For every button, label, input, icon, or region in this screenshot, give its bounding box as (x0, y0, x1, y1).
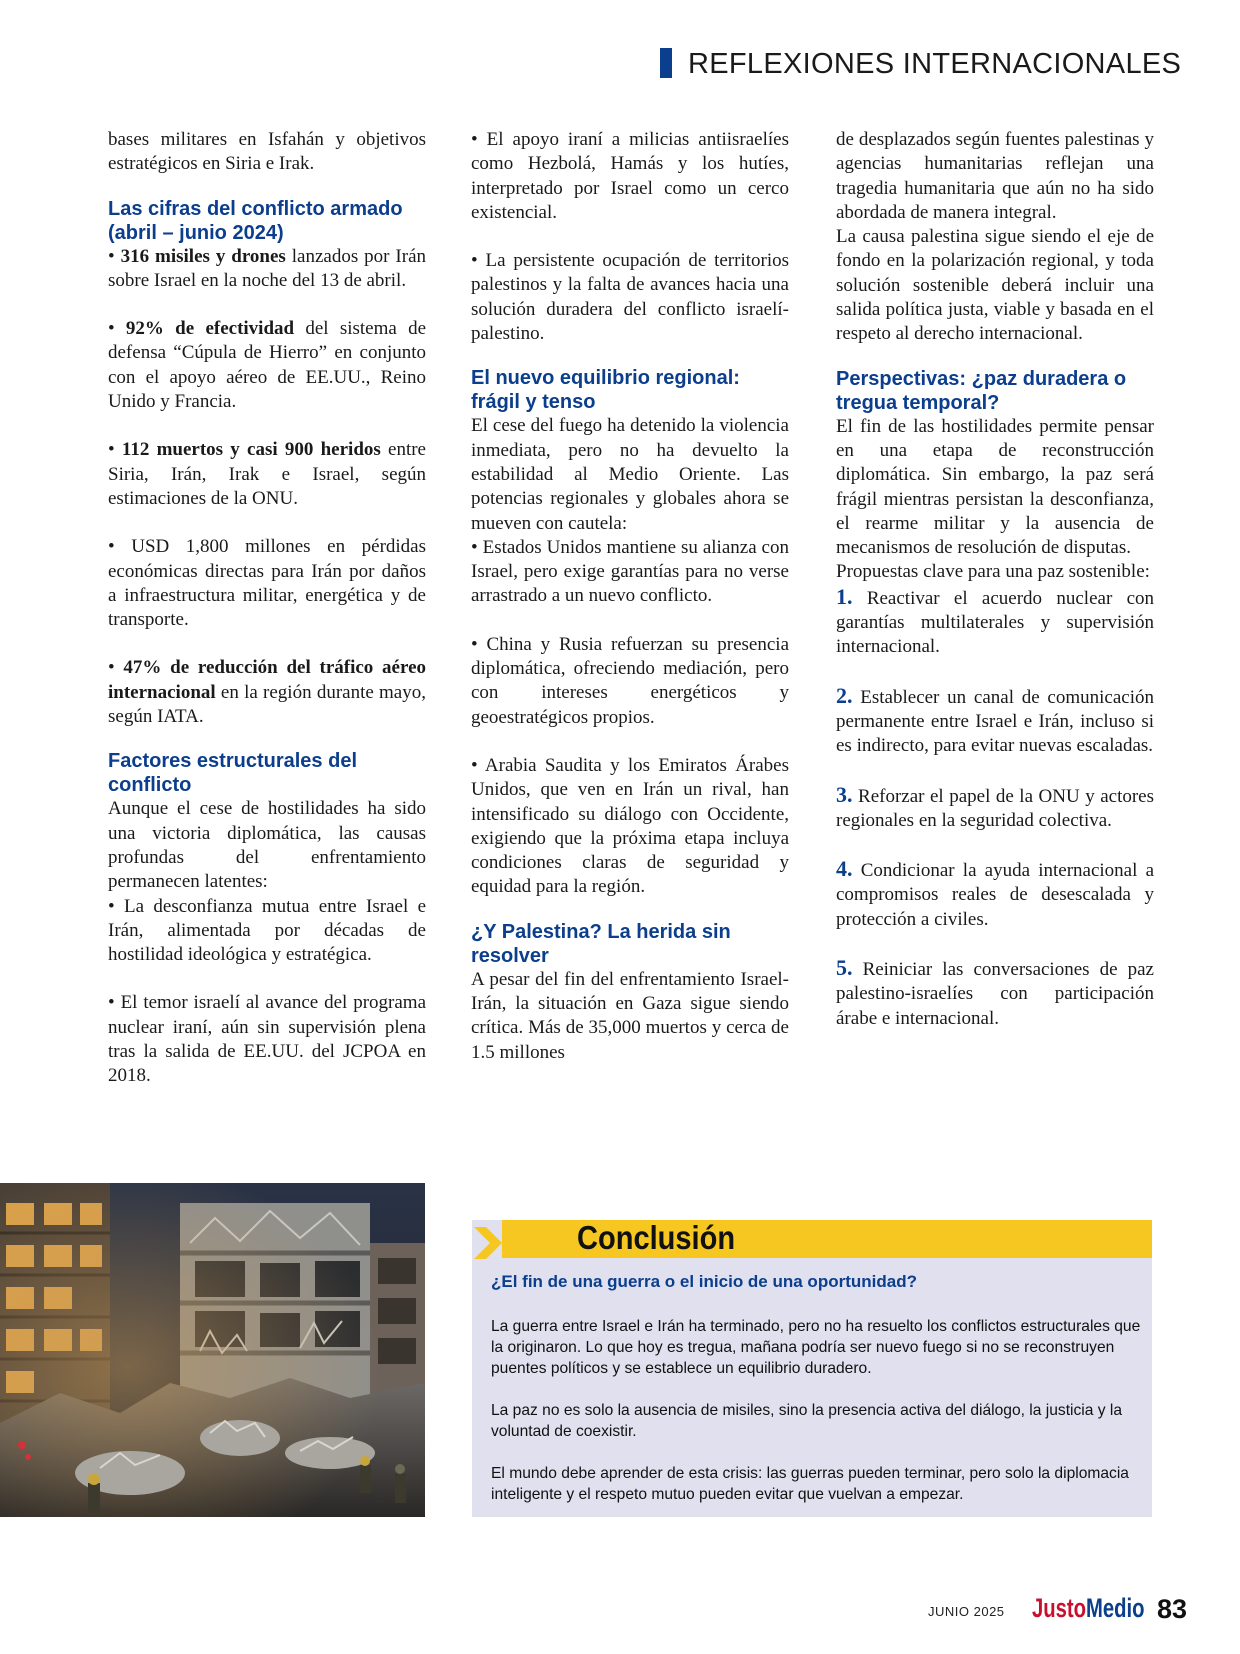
paragraph: Aunque el cese de hostilidades ha sido una victoria diplomática, las causas profundas del enfrentamiento permanecen latentes: (108, 798, 426, 893)
bullet: • (471, 633, 478, 655)
list-item: • El apoyo iraní a milicias antiisraelíes como Hezbolá, Hamás y los hutíes, interpretado por Israel como un cerco existencial. (471, 129, 790, 223)
bullet: • (471, 536, 478, 558)
subheading-equilibrio: El nuevo equilibrio regional: frágil y tenso (471, 367, 740, 414)
list-item: • El temor israelí al avance del programa nuclear iraní, aún sin supervisión plena tras la salida de EE.UU. del JCPOA en 2018. (108, 992, 427, 1087)
subheading-factores: Factores estructurales del conflicto (108, 750, 357, 797)
list-item: • 47% de reducción del tráfico aéreo internacional en la región durante mayo, según IATA. (108, 657, 427, 728)
bullet: • (108, 536, 115, 558)
subheading-palestina: ¿Y Palestina? La herida sin resolver (471, 920, 731, 967)
paragraph: El cese del fuego ha detenido la violencia inmediata, pero no ha devuelto la estabilidad al Medio Oriente. Las potencias regionales y globales ahora se mueven con cautela: (471, 415, 789, 534)
list-item: 5. Reiniciar las conversaciones de paz palestino-israelíes con participación árabe e internacional. (836, 955, 1154, 1029)
bullet: • (471, 250, 478, 272)
list-item: • Estados Unidos mantiene su alianza con Israel, pero exige garantías para no verse arrastrado a un nuevo conflicto. (471, 536, 789, 607)
issue-date: JUNIO 2025 (928, 1604, 1005, 1619)
list-number: 5. (836, 955, 853, 981)
section-marker (660, 48, 672, 78)
list-item: 1. Reactivar el acuerdo nuclear con garantías multilaterales y supervisión internacional. (836, 583, 1155, 658)
article-column-1 (108, 128, 426, 1089)
conclusion-box (472, 1220, 1152, 1517)
paragraph: Propuestas clave para una paz sostenible: (836, 561, 1150, 583)
list-item: • 92% de efectividad del sistema de defensa “Cúpula de Hierro” en conjunto con el apoyo aéreo de EE.UU., Reino Unido y Francia. (108, 318, 427, 413)
magazine-logo: JustoMedio (1032, 1593, 1145, 1623)
list-number: 1. (836, 583, 853, 609)
list-item: • USD 1,800 millones en pérdidas económicas directas para Irán por daños a infraestructura militar, energética y de transporte. (108, 536, 426, 631)
conclusion-title: Conclusión (577, 1219, 736, 1256)
conclusion-subtitle: ¿El fin de una guerra o el inicio de una oportunidad? (491, 1272, 917, 1291)
bullet: • (108, 318, 115, 340)
paragraph: La paz no es solo la ausencia de misiles, sino la presencia activa del diálogo, la justicia y la voluntad de coexistir. (491, 1402, 1123, 1440)
list-item: • La desconfianza mutua entre Israel e Irán, alimentada por décadas de hostilidad ideológica y estratégica. (108, 895, 426, 966)
list-item: • 316 misiles y drones lanzados por Irán sobre Israel en la noche del 13 de abril. (108, 245, 427, 291)
list-item: 3. Reforzar el papel de la ONU y actores regionales en la seguridad colectiva. (836, 781, 1155, 831)
article-column-3 (836, 128, 1154, 1031)
bullet: • (108, 992, 115, 1014)
list-number: 2. (836, 682, 853, 708)
article-column-2 (471, 128, 789, 1065)
subheading-cifras: Las cifras del conflicto armado (abril – junio 2024) (108, 197, 403, 244)
conclusion-title-band (502, 1220, 1152, 1258)
subheading-perspectivas: Perspectivas: ¿paz duradera o tregua temporal? (836, 367, 1127, 414)
bullet: • (108, 245, 115, 267)
bullet: • (108, 439, 115, 461)
section-header (660, 46, 1220, 82)
bullet: • (471, 754, 478, 776)
section-title: REFLEXIONES INTERNACIONALES (688, 48, 1182, 80)
list-number: 4. (836, 856, 853, 882)
paragraph: bases militares en Isfahán y objetivos estratégicos en Siria e Irak. (108, 129, 426, 175)
list-item: • Arabia Saudita y los Emiratos Árabes Unidos, que ven en Irán un rival, han intensificado su diálogo con Occidente, exigiendo que la próxima etapa incluya condiciones claras de seguridad y equidad para la región. (471, 754, 790, 898)
list-item: • La persistente ocupación de territorios palestinos y la falta de avances hacia una solución duradera del conflicto israelí-palestino. (471, 250, 789, 345)
chevron-right-icon (472, 1223, 508, 1259)
bullet: • (108, 895, 115, 917)
paragraph: La causa palestina sigue siendo el eje de fondo en la polarización regional, y toda solución sostenible deberá incluir una salida política justa, viable y basada en el respeto al derecho internacional. (836, 226, 1154, 345)
list-item: 2. Establecer un canal de comunicación permanente entre Israel e Irán, incluso si es indirecto, para evitar nuevas escaladas. (836, 682, 1155, 757)
list-item: • China y Rusia refuerzan su presencia diplomática, ofreciendo mediación, pero con intereses energéticos y geoestratégicos propios. (471, 633, 789, 728)
bullet: • (471, 129, 478, 150)
list-item: • 112 muertos y casi 900 heridos entre Siria, Irán, Irak e Israel, según estimaciones de la ONU. (108, 439, 426, 509)
paragraph: El mundo debe aprender de esta crisis: las guerras pueden terminar, pero solo la diplomacia inteligente y el respeto mutuo pueden evitar que vuelvan a empezar. (491, 1465, 1129, 1503)
list-item: 4. Condicionar la ayuda internacional a compromisos reales de desescalada y protección a civiles. (836, 856, 1154, 930)
paragraph: A pesar del fin del enfrentamiento Israel-Irán, la situación en Gaza sigue siendo crítica. Más de 35,000 muertos y cerca de 1.5 millones (471, 968, 789, 1063)
paragraph: El fin de las hostilidades permite pensar en una etapa de reconstrucción diplomática. Sin embargo, la paz será frágil mientras persistan la desconfianza, el rearme militar y la ausencia de mecanismos de resolución de disputas. (836, 415, 1154, 559)
list-number: 3. (836, 781, 853, 807)
page-number: 83 (1157, 1594, 1188, 1624)
bullet: • (108, 657, 115, 679)
conclusion-body (491, 1316, 1141, 1526)
destroyed-building-photo (0, 1183, 425, 1517)
paragraph: de desplazados según fuentes palestinas y agencias humanitarias reflejan una tragedia humanitaria que aún no ha sido abordada de manera integral. (836, 129, 1154, 223)
paragraph: La guerra entre Israel e Irán ha terminado, pero no ha resuelto los conflictos estructurales que la originaron. Lo que hoy es tregua, mañana podría ser nuevo fuego si no se reconstruyen puentes políticos y se establece un equilibrio duradero. (491, 1318, 1141, 1377)
